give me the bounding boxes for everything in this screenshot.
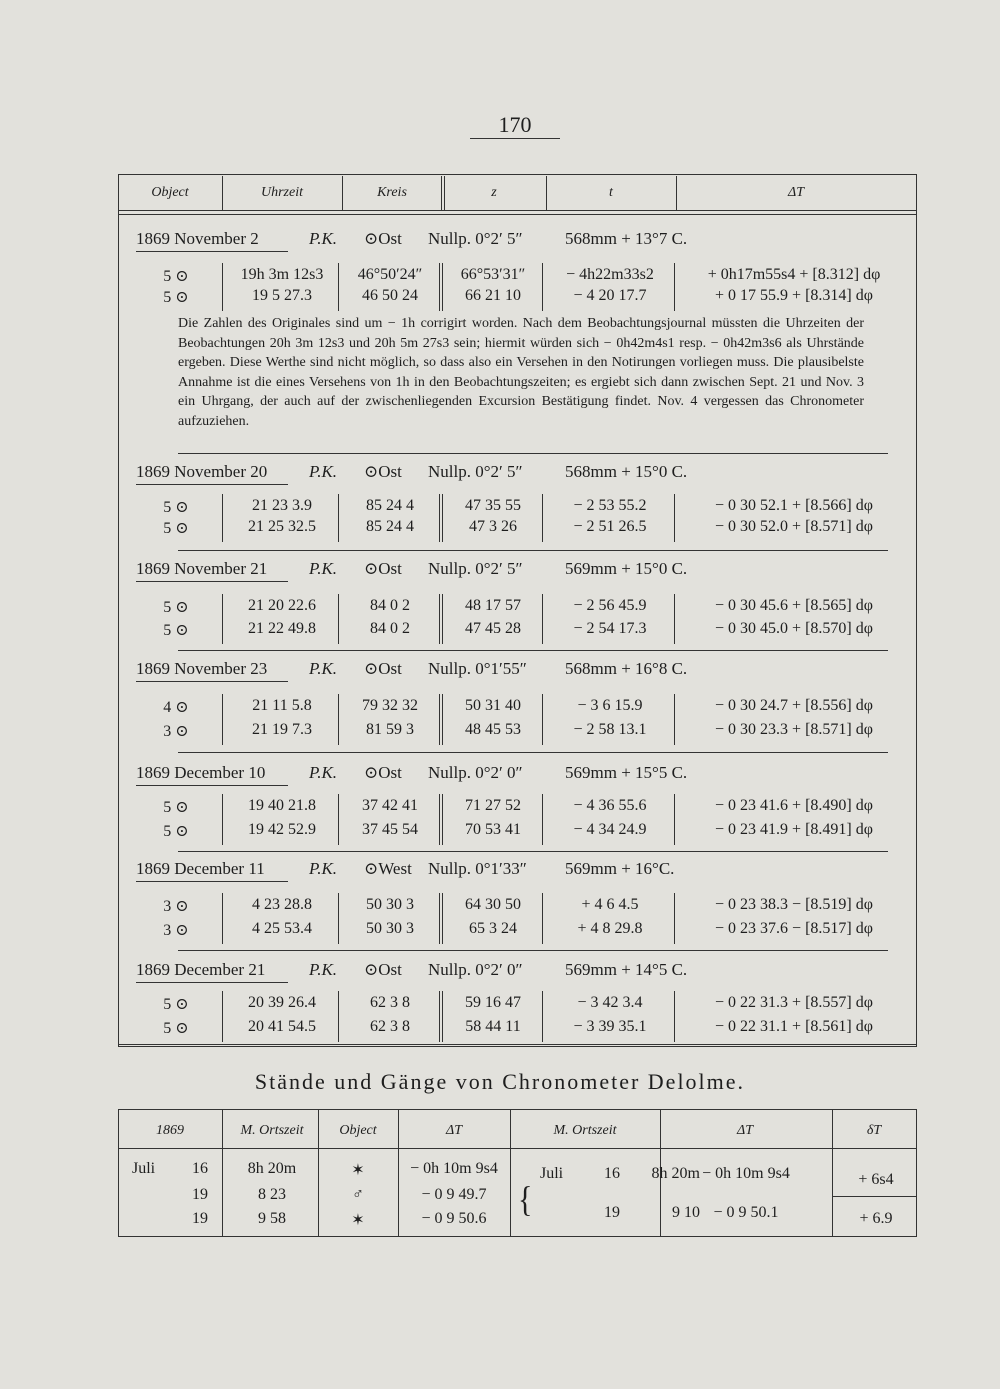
row-z: 47 45 28 (465, 620, 521, 637)
row-uhrzeit: 4 23 28.8 (252, 896, 312, 913)
row-divider (542, 263, 543, 311)
section-baro: 569mm + 16°C. (565, 859, 675, 878)
row-object: 5 ⊙ (163, 599, 189, 616)
section-circle: ⊙Ost (364, 960, 402, 979)
row-object: 5 ⊙ (163, 622, 189, 639)
row-t: − 4 36 55.6 (573, 797, 647, 814)
section-heading-underline (136, 881, 288, 882)
row-delta-t: − 0 23 41.9 + [8.491] dφ (715, 821, 873, 838)
row-delta-t: − 0 30 45.0 + [8.570] dφ (715, 620, 873, 637)
row-delta-t: − 0 23 38.3 − [8.519] dφ (715, 896, 873, 913)
row-object: 5 ⊙ (163, 499, 189, 516)
row-divider (338, 893, 339, 944)
section-heading: 1869 December 21 (136, 960, 266, 979)
row-object: ✶ (351, 1212, 365, 1229)
row-kreis: 81 59 3 (366, 721, 414, 738)
table2-header-5: ΔT (736, 1123, 753, 1138)
row-uhrzeit: 19h 3m 12s3 (240, 266, 324, 283)
page-number: 170 (498, 112, 532, 137)
section-nullp: Nullp. 0°1′55″ (428, 659, 527, 678)
section-baro: 569mm + 15°0 C. (565, 559, 688, 578)
row-divider (222, 794, 223, 845)
row-delta-t: − 0 9 50.6 (421, 1210, 487, 1227)
row-divider (674, 794, 675, 845)
row-kreis: 37 45 54 (362, 821, 418, 838)
row-divider (542, 694, 543, 745)
section-pk: P.K. (309, 229, 338, 248)
row-divider (338, 594, 339, 644)
row-t: − 4 34 24.9 (573, 821, 647, 838)
row-divider (338, 991, 339, 1042)
row-day: 19 (192, 1186, 208, 1203)
row-t: − 3 42 3.4 (577, 994, 643, 1011)
section-heading-underline (136, 581, 288, 582)
row-object: ♂ (352, 1186, 364, 1203)
section-baro: 568mm + 15°0 C. (565, 462, 688, 481)
row-z: 48 45 53 (465, 721, 521, 738)
row-kreis: 85 24 4 (366, 497, 414, 514)
row-z: 70 53 41 (465, 821, 521, 838)
table2-divider (222, 1110, 223, 1236)
row-delta-t: − 0 30 52.1 + [8.566] dφ (715, 497, 873, 514)
section-pk: P.K. (309, 859, 338, 878)
row-kreis: 79 32 32 (362, 697, 418, 714)
table2-divider (398, 1110, 399, 1236)
row-kreis: 62 3 8 (370, 1018, 410, 1035)
row-object: 5 ⊙ (163, 520, 189, 537)
row-t: + 4 8 29.8 (577, 920, 643, 937)
row-kreis: 50 30 3 (366, 896, 414, 913)
section-heading: 1869 November 21 (136, 559, 268, 578)
row-object: ✶ (351, 1162, 365, 1179)
table1-header-0: Object (151, 185, 189, 200)
row-month: Juli (540, 1165, 564, 1182)
header-divider-5 (676, 176, 677, 210)
row-z: 66°53′31″ (460, 266, 526, 283)
row-object: 3 ⊙ (163, 723, 189, 740)
row-z: 64 30 50 (465, 896, 521, 913)
row-z: 71 27 52 (465, 797, 521, 814)
row-delta-t: + 0h17m55s4 + [8.312] dφ (707, 266, 881, 283)
row-uhrzeit: 19 40 21.8 (248, 797, 316, 814)
row-uhrzeit: 21 23 3.9 (252, 497, 312, 514)
table1-header-3: z (491, 185, 497, 200)
section-separator (178, 550, 888, 551)
table2-header-2: Object (339, 1123, 377, 1138)
table2-header-3: ΔT (445, 1123, 462, 1138)
section-pk: P.K. (309, 462, 338, 481)
row-z: 47 3 26 (469, 518, 517, 535)
row-divider (674, 494, 675, 542)
row-divider (439, 263, 443, 311)
row-delta-t: − 0 23 41.6 + [8.490] dφ (715, 797, 873, 814)
section-circle: ⊙West (364, 859, 412, 878)
table1-bottom-rule (118, 1044, 917, 1045)
section-nullp: Nullp. 0°2′ 5″ (428, 229, 523, 248)
row-kreis: 84 0 2 (370, 620, 410, 637)
row-object: 3 ⊙ (163, 922, 189, 939)
section-heading-underline (136, 785, 288, 786)
row-uhrzeit: 21 20 22.6 (248, 597, 316, 614)
row-divider (439, 893, 443, 944)
section-nullp: Nullp. 0°2′ 5″ (428, 462, 523, 481)
row-object: 4 ⊙ (163, 699, 189, 716)
row-kreis: 85 24 4 (366, 518, 414, 535)
row-month: Juli (132, 1160, 156, 1177)
page-number-rule (470, 138, 560, 139)
row-object: 5 ⊙ (163, 268, 189, 285)
section-circle: ⊙Ost (364, 763, 402, 782)
row-t: − 2 53 55.2 (573, 497, 647, 514)
table1-header-1: Uhrzeit (261, 185, 303, 200)
row-z: 58 44 11 (465, 1018, 521, 1035)
row-time: 8h 20m (247, 1160, 297, 1177)
row-divider (542, 594, 543, 644)
row-z: 65 3 24 (469, 920, 517, 937)
row-divider (338, 694, 339, 745)
row-day: 16 (604, 1165, 620, 1182)
section-heading-underline (136, 681, 288, 682)
row-divider (439, 594, 443, 644)
section-nullp: Nullp. 0°1′33″ (428, 859, 527, 878)
row-kreis: 46°50′24″ (357, 266, 423, 283)
section-heading-underline (136, 484, 288, 485)
section-baro: 569mm + 15°5 C. (565, 763, 688, 782)
table2-header-4: M. Ortszeit (553, 1123, 617, 1138)
row-divider (542, 991, 543, 1042)
row-divider (222, 263, 223, 311)
row-object: 3 ⊙ (163, 898, 189, 915)
section-title: Stände und Gänge von Chronometer Delolme. (254, 1069, 746, 1094)
row-object: 5 ⊙ (163, 823, 189, 840)
row-t: − 4h22m33s2 (566, 266, 654, 283)
row-divider (338, 263, 339, 311)
row-divider (439, 991, 443, 1042)
header-divider-4 (546, 176, 547, 210)
row-uhrzeit: 19 5 27.3 (252, 287, 312, 304)
section-circle: ⊙Ost (364, 659, 402, 678)
header-rule-2 (118, 214, 917, 215)
section-circle: ⊙Ost (364, 462, 402, 481)
table2-header-0: 1869 (156, 1123, 184, 1138)
row-z: 59 16 47 (465, 994, 521, 1011)
row-divider (674, 594, 675, 644)
row-time: 9 10 (672, 1204, 700, 1221)
header-rule-1 (118, 210, 917, 211)
row-t: − 2 51 26.5 (573, 518, 647, 535)
section-nullp: Nullp. 0°2′ 0″ (428, 763, 523, 782)
row-divider (542, 794, 543, 845)
row-t: − 2 56 45.9 (573, 597, 647, 614)
row-uhrzeit: 19 42 52.9 (248, 821, 316, 838)
row-object: 5 ⊙ (163, 1020, 189, 1037)
row-object: 5 ⊙ (163, 996, 189, 1013)
table2-header-6: δT (866, 1123, 882, 1138)
row-z: 50 31 40 (465, 697, 521, 714)
row-t: − 3 39 35.1 (573, 1018, 647, 1035)
section-pk: P.K. (309, 559, 338, 578)
row-uhrzeit: 21 19 7.3 (252, 721, 312, 738)
section-separator (178, 650, 888, 651)
row-divider (439, 794, 443, 845)
row-time: 8h 20m (651, 1165, 700, 1182)
row-divider (222, 893, 223, 944)
correction-note: Die Zahlen des Originales sind um − 1h corrigirt worden. Nach dem Beobachtungsjournal müssten die Uhrzeiten der Beobachtungen 20h 3m 12s3 und 20h 5m 27s3 sein; hiermit würden sich − 0h42m4s1 resp. − 0h42m3s6 als Uhrstände ergeben. Diese Werthe sind nicht möglich, so dass also ein Versehen in den Notirungen vorliegen muss. Die plausibelste Annahme ist die eines Versehens von 1h in den Beobachtungszeiten; es ergiebt sich dann zwischen Sept. 21 und Nov. 3 ein Uhrgang, der auch auf der zwischenliegenden Excursion Bestätigung findet. Nov. 4 vergessen das Chronometer aufzuziehen. (178, 316, 864, 429)
row-uhrzeit: 20 39 26.4 (248, 994, 316, 1011)
row-divider (222, 494, 223, 542)
section-circle: ⊙Ost (364, 229, 402, 248)
row-delta-t: − 0 22 31.3 + [8.557] dφ (715, 994, 873, 1011)
row-kreis: 84 0 2 (370, 597, 410, 614)
row-z: 47 35 55 (465, 497, 521, 514)
row-divider (439, 694, 443, 745)
row-uhrzeit: 21 22 49.8 (248, 620, 316, 637)
row-delta-delta-t: + 6.9 (859, 1210, 893, 1227)
row-t: − 2 58 13.1 (573, 721, 647, 738)
row-divider (542, 494, 543, 542)
row-divider (674, 694, 675, 745)
section-heading: 1869 November 2 (136, 229, 259, 248)
row-day: 19 (604, 1204, 620, 1221)
section-baro: 568mm + 13°7 C. (565, 229, 688, 248)
row-z: 48 17 57 (465, 597, 521, 614)
brace: { (518, 1179, 533, 1220)
section-heading: 1869 November 23 (136, 659, 268, 678)
section-separator (178, 453, 888, 454)
row-t: − 4 20 17.7 (573, 287, 647, 304)
row-time: 9 58 (258, 1210, 286, 1227)
section-heading: 1869 December 10 (136, 763, 266, 782)
row-object: 5 ⊙ (163, 289, 189, 306)
section-heading: 1869 December 11 (136, 859, 265, 878)
row-divider (674, 991, 675, 1042)
row-divider (674, 263, 675, 311)
table2-header-1: M. Ortszeit (240, 1123, 304, 1138)
row-delta-t: − 0 30 24.7 + [8.556] dφ (715, 697, 873, 714)
section-separator (178, 752, 888, 753)
row-delta-t: − 0 9 49.7 (421, 1186, 487, 1203)
row-t: − 2 54 17.3 (573, 620, 647, 637)
row-divider (542, 893, 543, 944)
row-divider (222, 694, 223, 745)
section-nullp: Nullp. 0°2′ 0″ (428, 960, 523, 979)
row-kreis: 46 50 24 (362, 287, 418, 304)
row-kreis: 50 30 3 (366, 920, 414, 937)
row-delta-t: − 0 30 45.6 + [8.565] dφ (715, 597, 873, 614)
section-heading-underline (136, 982, 288, 983)
row-delta-t: − 0h 10m 9s4 (702, 1165, 790, 1182)
row-divider (439, 494, 443, 542)
row-delta-t: + 0 17 55.9 + [8.314] dφ (715, 287, 873, 304)
section-nullp: Nullp. 0°2′ 5″ (428, 559, 523, 578)
section-pk: P.K. (309, 659, 338, 678)
row-delta-t: − 0h 10m 9s4 (410, 1160, 498, 1177)
section-pk: P.K. (309, 763, 338, 782)
row-uhrzeit: 21 25 32.5 (248, 518, 316, 535)
row-uhrzeit: 21 11 5.8 (252, 697, 312, 714)
table1-header-4: t (609, 185, 613, 200)
table2-ddt-rule (832, 1196, 917, 1197)
section-heading-underline (136, 251, 288, 252)
row-uhrzeit: 20 41 54.5 (248, 1018, 316, 1035)
row-t: + 4 6 4.5 (581, 896, 639, 913)
row-kreis: 37 42 41 (362, 797, 418, 814)
row-t: − 3 6 15.9 (577, 697, 643, 714)
row-divider (674, 893, 675, 944)
section-heading: 1869 November 20 (136, 462, 268, 481)
section-separator (178, 851, 888, 852)
row-divider (338, 794, 339, 845)
row-z: 66 21 10 (465, 287, 521, 304)
table2-header-rule (118, 1148, 917, 1149)
header-divider-3 (441, 176, 445, 210)
header-divider-2 (342, 176, 343, 210)
row-divider (222, 991, 223, 1042)
row-delta-t: − 0 30 52.0 + [8.571] dφ (715, 518, 873, 535)
row-divider (222, 594, 223, 644)
row-delta-delta-t: + 6s4 (858, 1171, 894, 1188)
table2-divider (832, 1110, 833, 1236)
row-uhrzeit: 4 25 53.4 (252, 920, 312, 937)
section-pk: P.K. (309, 960, 338, 979)
row-delta-t: − 0 22 31.1 + [8.561] dφ (715, 1018, 873, 1035)
row-kreis: 62 3 8 (370, 994, 410, 1011)
table2-divider (318, 1110, 319, 1236)
table1-header-5: ΔT (787, 185, 804, 200)
header-divider-1 (222, 176, 223, 210)
row-delta-t: − 0 23 37.6 − [8.517] dφ (715, 920, 873, 937)
row-day: 16 (192, 1160, 208, 1177)
table1-header-2: Kreis (377, 185, 407, 200)
section-baro: 569mm + 14°5 C. (565, 960, 688, 979)
table2-divider (510, 1110, 511, 1236)
row-delta-t: − 0 30 23.3 + [8.571] dφ (715, 721, 873, 738)
row-divider (338, 494, 339, 542)
section-baro: 568mm + 16°8 C. (565, 659, 688, 678)
row-delta-t: − 0 9 50.1 (713, 1204, 779, 1221)
section-circle: ⊙Ost (364, 559, 402, 578)
section-separator (178, 950, 888, 951)
row-object: 5 ⊙ (163, 799, 189, 816)
row-time: 8 23 (258, 1186, 286, 1203)
row-day: 19 (192, 1210, 208, 1227)
